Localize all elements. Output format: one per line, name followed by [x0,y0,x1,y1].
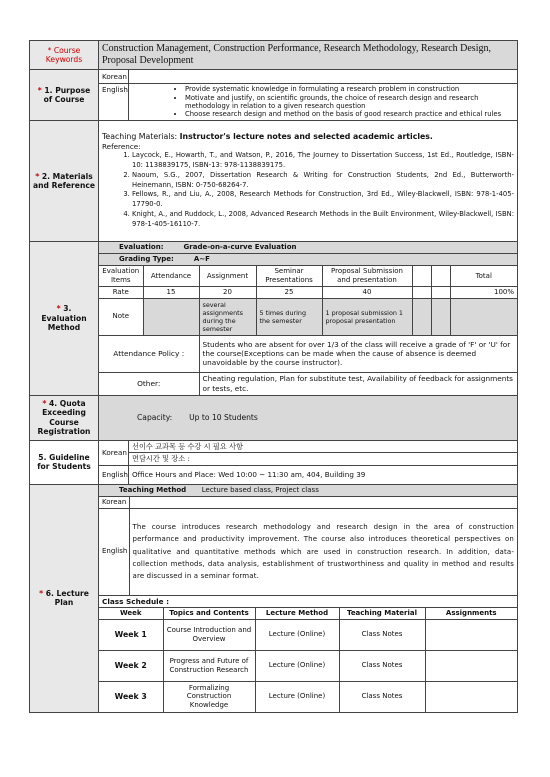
teaching-method-label: Teaching Method [119,485,187,494]
evaluation-row [30,242,518,396]
eval-header-cell: Evaluation Items [99,266,143,287]
purpose-item: • Provide systematic knowledge in formulating a research problem in construction [185,85,514,93]
eval-note-label: Note [99,298,143,335]
eval-header-cell: Proposal Submission and presentation [322,266,412,287]
purpose-label: * 1. Purpose of Course [30,70,99,121]
schedule-topic: Progress and Future of Construction Research [163,650,255,681]
eval-rate-cell [412,287,431,299]
lecture-plan-label: * 6. Lecture Plan [30,484,99,712]
evaluation-label: * 3. Evaluation Method [30,242,99,396]
purpose-list [129,85,514,119]
syllabus-page [29,40,518,713]
schedule-assignment [425,650,517,681]
other-text: Cheating regulation, Plan for substitute test, Availability of feedback for assignments or tests, etc. [199,372,517,395]
schedule-assignment [425,681,517,712]
eval-note-cell: 5 times during the semester [256,298,322,335]
eval-rate-cell: 20 [199,287,256,299]
schedule-row [99,619,517,650]
eval-note-cell: 1 proposal submission 1 proposal presentation [322,298,412,335]
evaluation-header-row [99,266,517,287]
reference-list [102,151,514,230]
reference-item: 2. Naoum, S.G., 2007, Dissertation Research & Writing for Construction Students, 2nd Ed., Butterworth-Heinemann, ISBN: 0-750-68264-7. [132,171,514,191]
reference-item: 3. Fellows, R., and Liu, A., 2008, Research Methods for Construction, 3rd Ed., Wiley-Blackwell, ISBN: 978-1-405-17790-0. [132,190,514,210]
schedule-method: Lecture (Online) [255,619,339,650]
purpose-item: • Choose research design and method on the basis of good research practice and ethical rules [185,110,514,118]
eval-note-cell [412,298,431,335]
grading-type-value: A~F [193,255,210,264]
eval-rate-cell: 25 [256,287,322,299]
guideline-korean-row [30,440,518,465]
other-row [99,372,517,395]
attendance-policy-row [99,335,517,372]
eval-header-cell [431,266,450,287]
plan-english-label: English [99,508,129,595]
schedule-header-cell: Lecture Method [255,607,339,619]
guideline-korean-line: 면담시간 및 장소 : [132,454,190,464]
eval-note-cell: several assignments during the semester [199,298,256,335]
plan-korean-label: Korean [99,496,129,508]
eval-note-cell [143,298,199,335]
schedule-topic: Course Introduction and Overview [163,619,255,650]
reference-label: Reference: [102,141,141,151]
reference-item: 4. Knight, A., and Ruddock, L., 2008, Advanced Research Methods in the Built Environment, Wiley-Blackwell, ISBN: 978-1-405-16110-7. [132,210,514,230]
lecture-plan-table [99,485,517,712]
schedule-material: Class Notes [339,619,425,650]
materials-row [30,121,518,242]
purpose-korean-label: Korean [99,70,129,84]
schedule-material: Class Notes [339,650,425,681]
plan-korean-value [129,496,517,508]
schedule-week: Week 1 [99,619,163,650]
eval-note-cell [450,298,517,335]
purpose-item: • Motivate and justify, on scientific grounds, the choice of research design and research methodology in relation to a given research question [185,94,514,111]
schedule-method: Lecture (Online) [255,681,339,712]
purpose-english-label: English [99,84,129,121]
materials-label: * 2. Materials and Reference [30,121,99,242]
purpose-korean-value [129,70,518,84]
guideline-korean-label: Korean [99,440,129,465]
purpose-english-value [129,84,518,121]
schedule-header-cell: Topics and Contents [163,607,255,619]
grading-type-label: Grading Type: [119,255,174,264]
keywords-value: Construction Management, Construction Performance, Research Methodology, Research Design, Proposal Development [99,41,518,70]
schedule-week: Week 2 [99,650,163,681]
syllabus-table [29,40,518,713]
eval-rate-cell: Rate [99,287,143,299]
eval-header-cell: Total [450,266,517,287]
guideline-label: 5. Guideline for Students [30,440,99,484]
purpose-korean-row [30,70,518,84]
materials-value [99,121,518,242]
eval-rate-cell: 100% [450,287,517,299]
plan-english-text: The course introduces research methodology and research design in the area of construction performance and productivity improvement. The course also introduces theoretical perspectives on qualitative and quantitative methods which are used in construction research. In addition, data-collection methods, data analysis, establishment of trustworthiness and quality in method and results are discussed in a seminar format. [129,508,517,595]
quota-row [30,395,518,440]
guideline-english-label: English [99,465,129,484]
eval-header-cell: Assignment [199,266,256,287]
reference-item: 1. Laycock, E., Howarth, T., and Watson, P., 2016, The Journey to Dissertation Success, 1st Ed., Routledge, ISBN-10: 1138839175, ISBN-13: 978-1138839175. [132,151,514,171]
keywords-label: * Course Keywords [30,41,99,70]
schedule-header-cell: Week [99,607,163,619]
guideline-korean-line: 선이수 교과목 등 수강 시 필요 사항 [129,441,517,453]
eval-rate-cell: 15 [143,287,199,299]
guideline-english-value: Office Hours and Place: Wed 10:00 ~ 11:30 am, 404, Building 39 [129,465,518,484]
capacity-label: Capacity: [137,413,173,422]
evaluation-table [99,242,517,395]
schedule-assignment [425,619,517,650]
teaching-materials-value: Instructor's lecture notes and selected academic articles. [179,132,433,142]
schedule-row [99,650,517,681]
schedule-week: Week 3 [99,681,163,712]
attendance-policy-label: Attendance Policy : [99,335,199,372]
evaluation-rate-row [99,287,517,299]
purpose-english-row [30,84,518,121]
eval-header-cell [412,266,431,287]
schedule-topic: Formalizing Construction Knowledge [163,681,255,712]
schedule-table [99,607,517,712]
schedule-material: Class Notes [339,681,425,712]
schedule-header-row [99,607,517,619]
teaching-method-value: Lecture based class, Project class [201,485,319,494]
eval-header-cell: Seminar Presentations [256,266,322,287]
capacity-value: Up to 10 Students [189,413,258,422]
schedule-row [99,681,517,712]
evaluation-type-value: Grade-on-a-curve Evaluation [183,243,297,252]
class-schedule-label: Class Schedule : [102,596,170,606]
schedule-header-cell: Teaching Material [339,607,425,619]
teaching-materials-prefix: Teaching Materials: [102,132,178,142]
evaluation-type-label: Evaluation: [119,243,164,252]
schedule-method: Lecture (Online) [255,650,339,681]
eval-rate-cell [431,287,450,299]
guideline-english-row [30,465,518,484]
other-label: Other: [99,372,199,395]
eval-note-cell [431,298,450,335]
quota-value [99,395,518,440]
eval-header-cell: Attendance [143,266,199,287]
attendance-policy-text: Students who are absent for over 1/3 of the class will receive a grade of 'F' or 'U' for the course(Exceptions can be made when the cause of absence is deemed unavoidable by the course instructor). [199,335,517,372]
lecture-plan-row [30,484,518,712]
eval-rate-cell: 40 [322,287,412,299]
keywords-row [30,41,518,70]
schedule-header-cell: Assignments [425,607,517,619]
evaluation-note-row [99,298,517,335]
quota-label: * 4. Quota Exceeding Course Registration [30,395,99,440]
